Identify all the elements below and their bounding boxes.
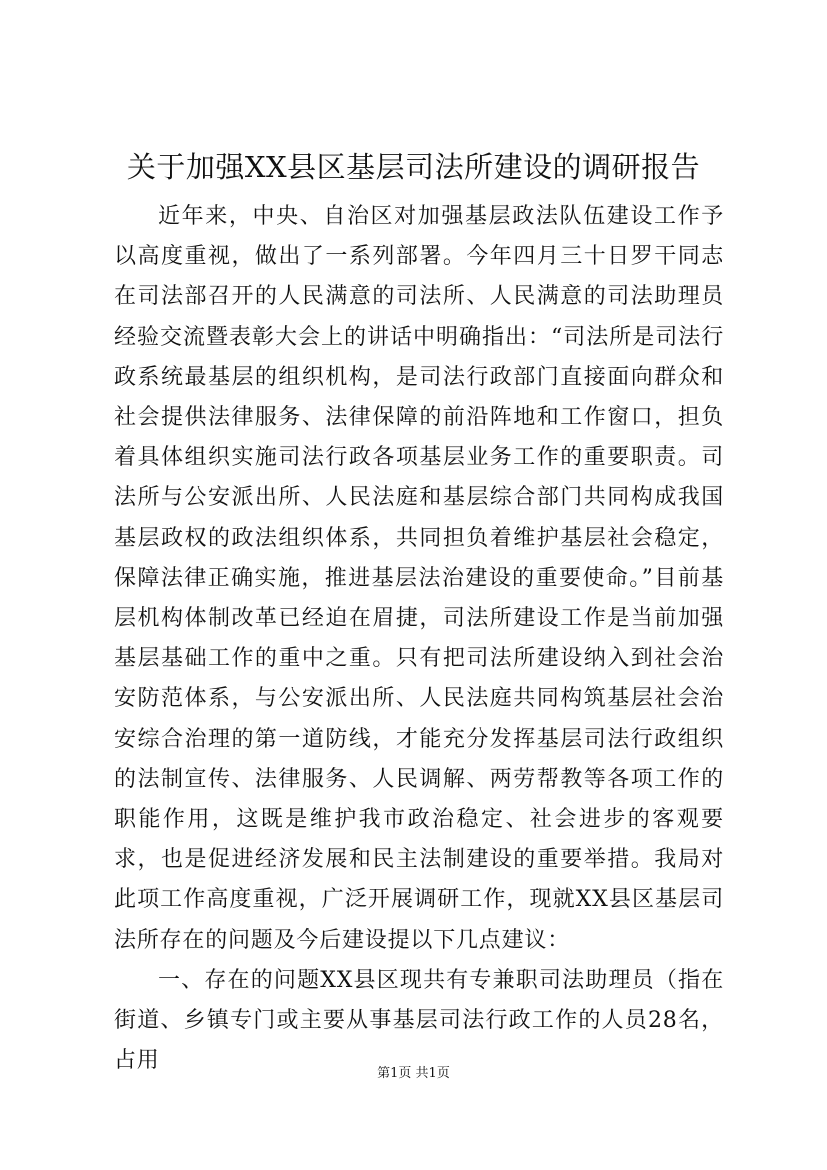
paragraph-existing-problems: 一、存在的问题XX县区现共有专兼职司法助理员（指在街道、乡镇专门或主要从事基层司法行政工作的人员28名，占用 bbox=[114, 967, 724, 1074]
document-title: 关于加强XX县区基层司法所建设的调研报告 bbox=[126, 150, 701, 184]
document-body bbox=[114, 197, 724, 1081]
page-footer: 第1页 共1页 bbox=[377, 1066, 450, 1081]
paragraph-introduction: 近年来，中央、自治区对加强基层政法队伍建设工作予以高度重视，做出了一系列部署。今年四月三十日罗干同志在司法部召开的人民满意的司法所、人民满意的司法助理员经验交流暨表彰大会上的讲话中明确指出：“司法所是司法行政系统最基层的组织机构，是司法行政部门直接面向群众和社会提供法律服务、法律保障的前沿阵地和工作窗口，担负着具体组织实施司法行政各项基层业务工作的重要职责。司法所与公安派出所、人民法庭和基层综合部门共同构成我国基层政权的政法组织体系，共同担负着维护基层社会稳定，保障法律正确实施，推进基层法治建设的重要使命。”目前基层机构体制改革已经迫在眉捷，司法所建设工作是当前加强基层基础工作的重中之重。只有把司法所建设纳入到社会治安防范体系，与公安派出所、人民法庭共同构筑基层社会治安综合治理的第一道防线，才能充分发挥基层司法行政组织的法制宣传、法律服务、人民调解、两劳帮教等各项工作的职能作用，这既是维护我市政治稳定、社会进步的客观要求，也是促进经济发展和民主法制建设的重要举措。我局对此项工作高度重视，广泛开展调研工作，现就XX县区基层司法所存在的问题及今后建设提以下几点建议： bbox=[114, 204, 724, 953]
